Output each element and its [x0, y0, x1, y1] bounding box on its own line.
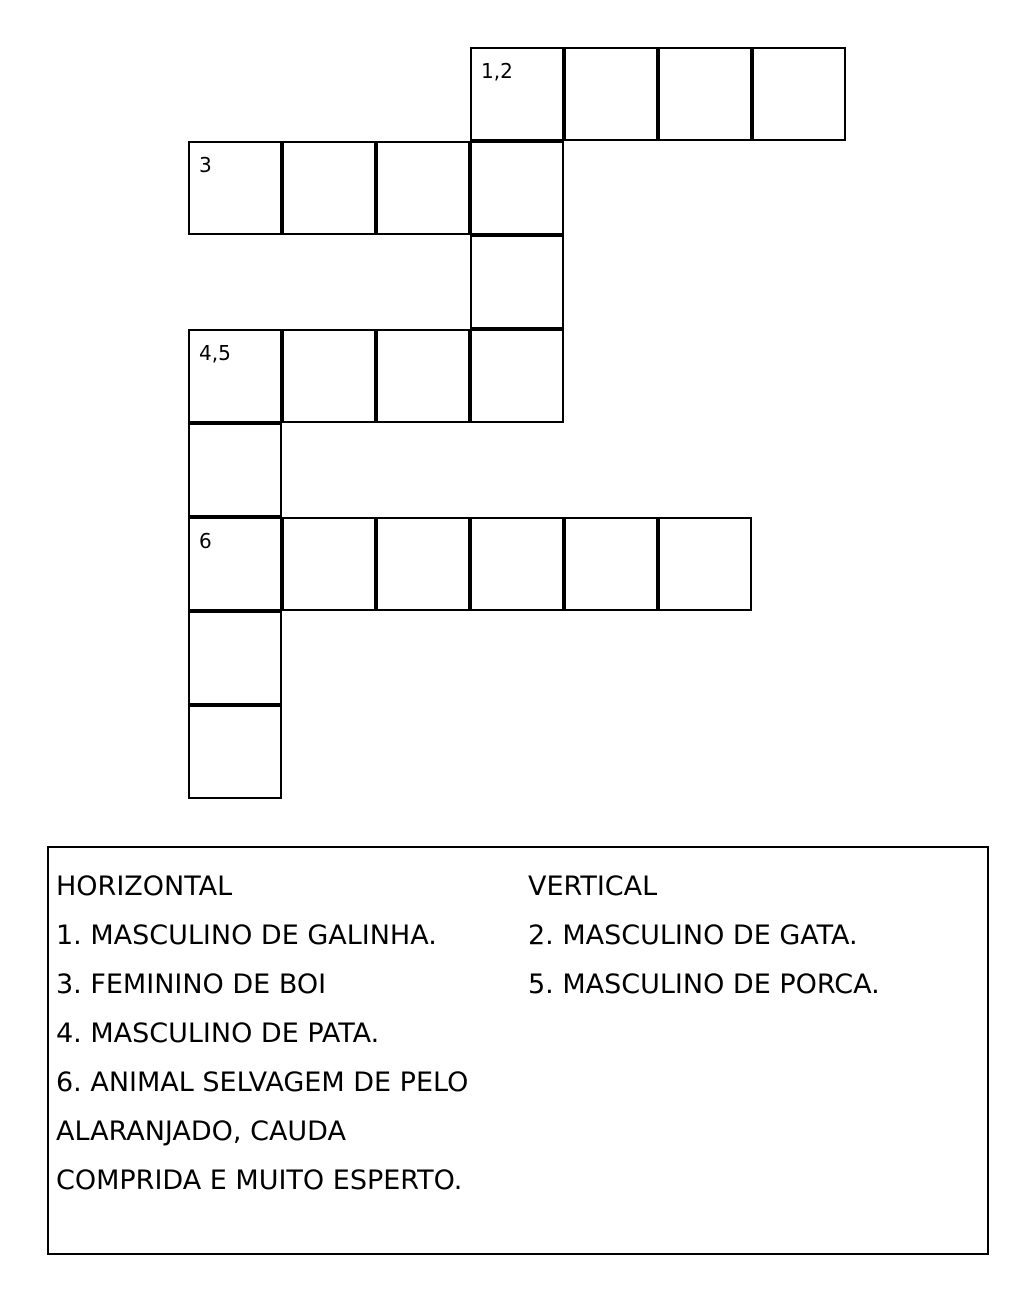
crossword-cell[interactable]: [470, 47, 564, 141]
cell-number: 1,2: [481, 59, 513, 83]
horizontal-heading: HORIZONTAL: [56, 871, 233, 902]
horizontal-clue-1: 1. MASCULINO DE GALINHA.: [56, 920, 437, 951]
crossword-cell[interactable]: [282, 141, 376, 235]
vertical-clue-2: 2. MASCULINO DE GATA.: [528, 920, 858, 951]
horizontal-clue-6-cont: ALARANJADO, CAUDA: [56, 1116, 346, 1147]
horizontal-clues: [56, 862, 516, 1205]
crossword-cell[interactable]: [376, 329, 470, 423]
crossword-cell[interactable]: [188, 423, 282, 517]
vertical-clue-5: 5. MASCULINO DE PORCA.: [528, 969, 880, 1000]
crossword-cell[interactable]: [470, 517, 564, 611]
crossword-cell[interactable]: [470, 329, 564, 423]
crossword-cell[interactable]: [376, 517, 470, 611]
crossword-cell[interactable]: [188, 705, 282, 799]
horizontal-clue-4: 4. MASCULINO DE PATA.: [56, 1018, 380, 1049]
clues-box: [47, 846, 989, 1255]
crossword-cell[interactable]: [188, 611, 282, 705]
horizontal-clue-6-cont: COMPRIDA E MUITO ESPERTO.: [56, 1165, 463, 1196]
vertical-clues: [528, 862, 968, 1009]
horizontal-clue-6: 6. ANIMAL SELVAGEM DE PELO: [56, 1067, 469, 1098]
crossword-cell[interactable]: [564, 517, 658, 611]
cell-number: 4,5: [199, 341, 231, 365]
crossword-cell[interactable]: [470, 235, 564, 329]
crossword-cell[interactable]: [282, 517, 376, 611]
crossword-cell[interactable]: [188, 329, 282, 423]
vertical-heading: VERTICAL: [528, 871, 658, 902]
cell-number: 3: [199, 153, 212, 177]
crossword-cell[interactable]: [658, 47, 752, 141]
crossword-cell[interactable]: [188, 141, 282, 235]
crossword-cell[interactable]: [752, 47, 846, 141]
cell-number: 6: [199, 529, 212, 553]
crossword-cell[interactable]: [564, 47, 658, 141]
crossword-cell[interactable]: [658, 517, 752, 611]
crossword-cell[interactable]: [282, 329, 376, 423]
horizontal-clue-3: 3. FEMININO DE BOI: [56, 969, 327, 1000]
crossword-cell[interactable]: [188, 517, 282, 611]
crossword-cell[interactable]: [470, 141, 564, 235]
crossword-cell[interactable]: [376, 141, 470, 235]
